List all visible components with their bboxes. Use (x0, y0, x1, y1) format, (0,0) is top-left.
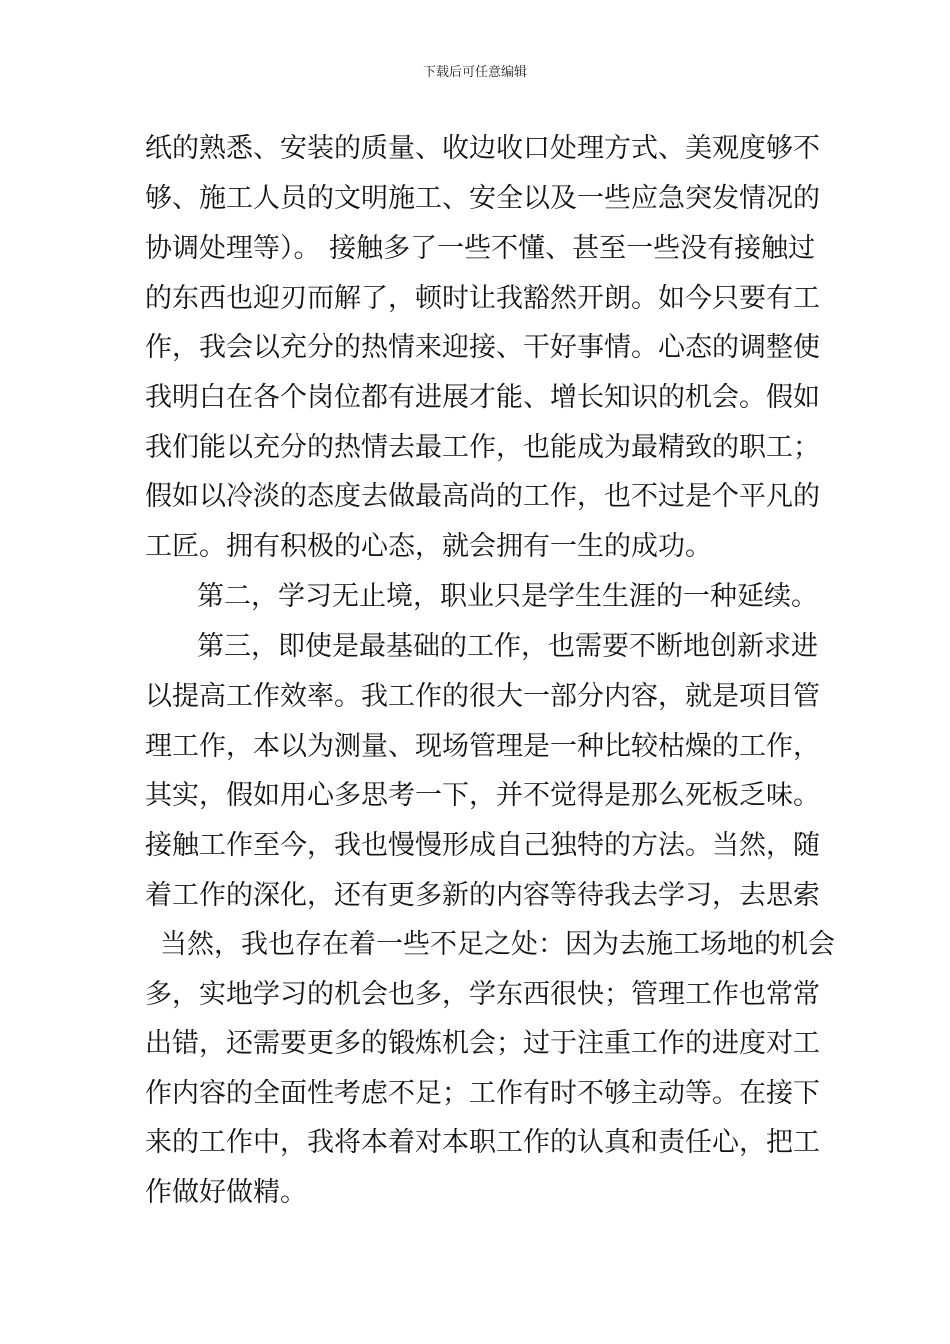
page-header: 下载后可任意编辑 (422, 65, 527, 80)
text-line: 多，实地学习的机会也多，学东西很快；管理工作也常常 (145, 979, 820, 1010)
text-line: 假如以冷淡的态度去做最高尚的工作，也不过是个平凡的 (145, 481, 820, 512)
text-line: 其实，假如用心多思考一下，并不觉得是那么死板乏味。 (145, 780, 820, 811)
text-line: 我们能以充分的热情去最工作，也能成为最精致的职工； (145, 432, 820, 463)
text-line: 协调处理等）。 接触多了一些不懂、甚至一些没有接触过 (145, 233, 816, 264)
text-line: 工匠。拥有积极的心态，就会拥有一生的成功。 (145, 531, 712, 562)
text-line: 理工作，本以为测量、现场管理是一种比较枯燥的工作， (145, 731, 820, 762)
text-line: 接触工作至今，我也慢慢形成自己独特的方法。当然，随 (145, 830, 820, 861)
text-line: 作内容的全面性考虑不足；工作有时不够主动等。在接下 (145, 1078, 820, 1109)
text-line: 来的工作中，我将本着对本职工作的认真和责任心，把工 (145, 1127, 820, 1158)
text-line: 当然，我也存在着一些不足之处：因为去施工场地的机会 (160, 929, 835, 960)
text-line: 纸的熟悉、安装的质量、收边收口处理方式、美观度够不 (145, 133, 820, 164)
text-line: 我明白在各个岗位都有进展才能、增长知识的机会。假如 (145, 382, 820, 413)
text-line: 够、施工人员的文明施工、安全以及一些应急突发情况的 (145, 183, 820, 214)
text-line: 的东西也迎刃而解了，顿时让我豁然开朗。如今只要有工 (145, 283, 820, 314)
text-line: 出错，还需要更多的锻炼机会；过于注重工作的进度对工 (145, 1028, 820, 1059)
text-line: 作，我会以充分的热情来迎接、干好事情。心态的调整使 (145, 332, 820, 363)
text-line: 第二，学习无止境，职业只是学生生涯的一种延续。 (197, 581, 818, 612)
text-line: 着工作的深化，还有更多新的内容等待我去学习，去思索 (145, 880, 820, 911)
text-line: 以提高工作效率。我工作的很大一部分内容，就是项目管 (145, 681, 820, 712)
text-line: 第三，即使是最基础的工作，也需要不断地创新求进 (197, 631, 818, 662)
text-line: 作做好做精。 (145, 1177, 307, 1208)
